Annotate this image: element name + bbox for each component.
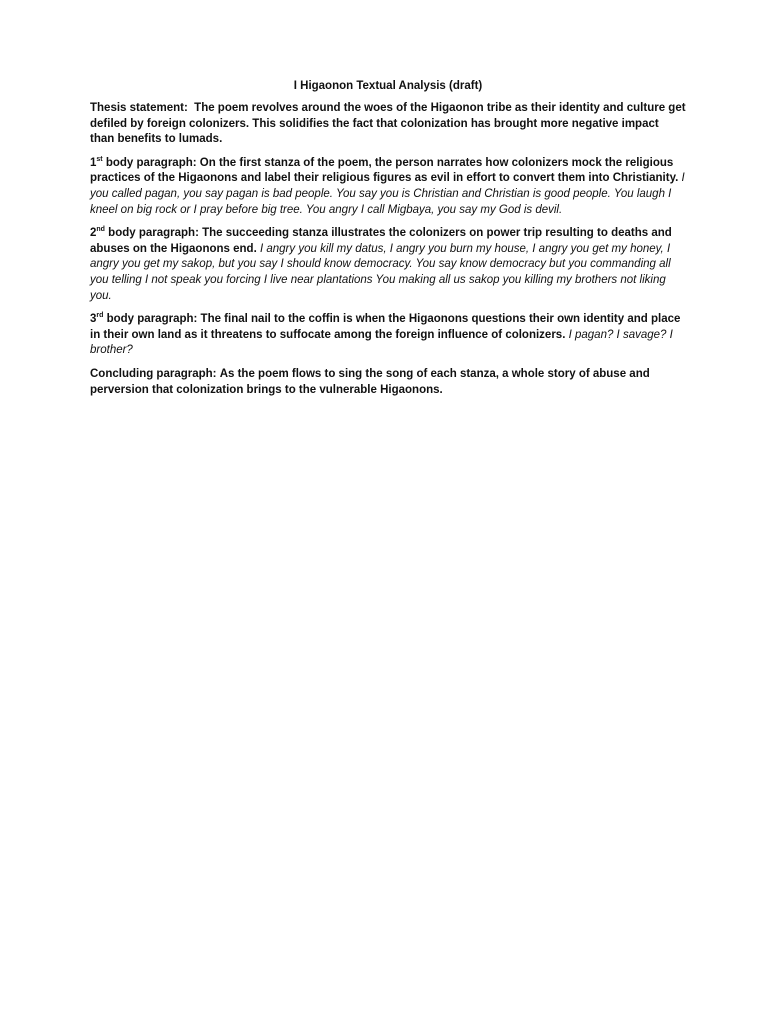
body-1-ordinal-suffix: st	[96, 155, 103, 163]
body-2-ordinal: 2	[90, 227, 97, 240]
thesis-label: Thesis statement:	[90, 102, 188, 114]
document-page	[90, 78, 686, 406]
body-2-text: The succeeding stanza illustrates the colonizers on power trip resulting to deaths and abuses on the Higaonons end.	[90, 227, 672, 255]
body-1-ordinal: 1	[90, 156, 97, 169]
body-3-ordinal: 3	[90, 313, 97, 326]
document-title: I Higaonon Textual Analysis (draft)	[293, 80, 483, 92]
concluding-paragraph	[90, 367, 686, 398]
conclusion-text: As the poem flows to sing the song of each stanza, a whole story of abuse and perversion that colonization brings to the vulnerable Higaonons.	[90, 367, 650, 396]
body-paragraph-3	[90, 312, 686, 359]
body-paragraph-2	[90, 226, 686, 304]
body-3-quote: I pagan? I savage? I brother?	[90, 328, 673, 357]
body-2-ordinal-suffix: nd	[96, 226, 105, 234]
thesis-text: The poem revolves around the woes of the Higaonon tribe as their identity and culture get defiled by foreign colonizers. This solidifies the fact that colonization has brought more negative impact than benefits to lumads.	[90, 102, 686, 146]
body-3-ordinal-suffix: rd	[96, 312, 104, 320]
body-3-label: body paragraph:	[106, 313, 198, 326]
body-1-lead	[90, 157, 197, 169]
body-1-label: body paragraph:	[105, 156, 197, 169]
body-2-quote: I angry you kill my datus, I angry you burn my house, I angry you get my honey, I angry you get my sakop, but you say I should know democracy. You say know democracy but you commanding all you telling I not speak you forcing I live near plantations You making all us sakop you killing my brothers not liking you.	[90, 242, 671, 302]
body-1-quote: I you called pagan, you say pagan is bad people. You say you is Christian and Christian is good people. You laugh I kneel on big rock or I pray before big tree. You angry I call Migbaya, you say my God is devil.	[90, 172, 685, 216]
body-2-lead	[90, 227, 199, 239]
body-2-label: body paragraph:	[108, 227, 199, 240]
body-3-lead	[90, 313, 197, 325]
body-paragraph-1	[90, 156, 686, 218]
body-1-text: On the first stanza of the poem, the person narrates how colonizers mock the religious practices of the Higaonons and label their religious figures as evil in effort to convert them into Christianity.	[90, 156, 679, 185]
thesis-paragraph	[90, 101, 686, 148]
conclusion-label: Concluding paragraph:	[90, 367, 217, 380]
body-3-text: The final nail to the coffin is when the Higaonons questions their own identity and place in their own land as it threatens to suffocate among the foreign influence of colonizers.	[90, 313, 681, 341]
